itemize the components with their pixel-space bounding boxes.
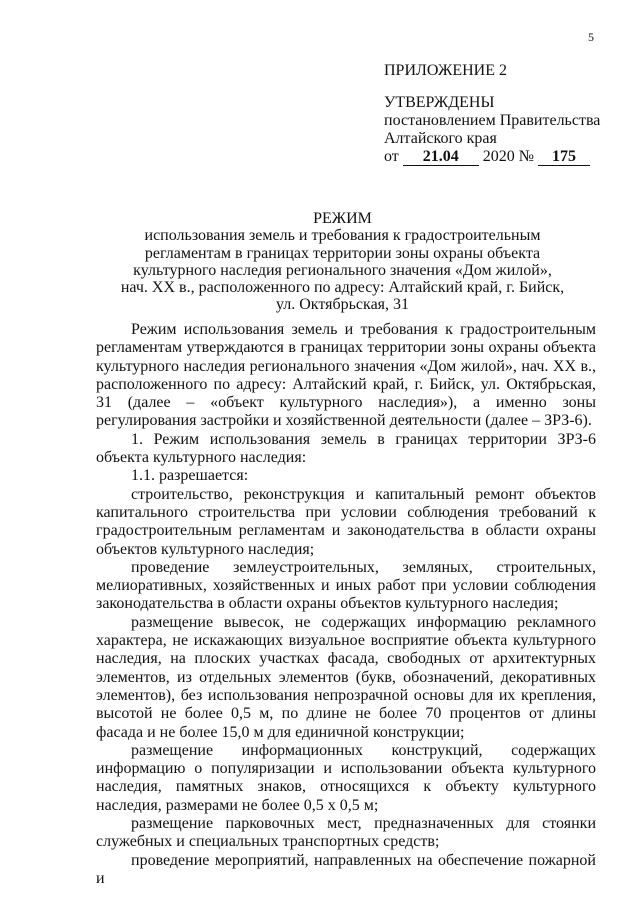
approval-date-line	[384, 148, 624, 166]
body-paragraph: строительство, реконструкция и капитальный ремонт объектов капитального строительства при условии соблюдения требований к градостроительным регламентам и законодательства в области охраны объектов культурного наследия;	[96, 485, 596, 558]
document-heading	[90, 210, 595, 314]
resolution-number: 175	[538, 149, 590, 166]
approval-block	[384, 62, 624, 166]
approval-year: 2020 №	[482, 148, 535, 165]
approval-date: 21.04	[403, 149, 479, 166]
body-paragraph: размещение информационных конструкций, содержащих информацию о популяризации и использовании объекта культурного наследия, памятных знаков, относящихся к объекту культурного наследия, размерами не более 0,5 х 0,5 м;	[96, 741, 596, 814]
body-paragraph: 1.1. разрешается:	[131, 467, 249, 485]
heading-line: культурного наследия регионального значения «Дом жилой»,	[133, 261, 552, 279]
approved-region-line: Алтайского края	[384, 130, 497, 147]
heading-line: ул. Октябрьская, 31	[275, 296, 410, 314]
document-title: РЕЖИМ	[313, 210, 372, 227]
page-number: 5	[588, 30, 594, 44]
approved-label: УТВЕРЖДЕНЫ	[384, 94, 495, 111]
heading-line: нач. ХХ в., расположенного по адресу: Алтайский край, г. Бийск,	[120, 279, 565, 297]
heading-line: использования земель и требования к градостроительным	[144, 227, 541, 245]
body-paragraph: проведение землеустроительных, земляных, строительных, мелиоративных, хозяйственных и иных работ при условии соблюдения законодательства в области охраны объектов культурного наследия;	[96, 558, 596, 613]
appendix-title: ПРИЛОЖЕНИЕ 2	[384, 62, 508, 79]
body-paragraph: размещение вывесок, не содержащих информацию рекламного характера, не искажающих визуальное восприятие объекта культурного наследия, на плоских участках фасада, свободных от архитектурных элементов, из отдельных элементов (букв, обозначений, декоративных элементов), без использования непрозрачной основы для их крепления, высотой не более 0,5 м, по длине не более 70 процентов от длины фасада и не более 15,0 м для единичной конструкции;	[96, 613, 596, 741]
date-prefix: от	[384, 148, 399, 165]
body-paragraph: проведение мероприятий, направленных на обеспечение пожарной и	[96, 851, 596, 887]
body-paragraph: 1. Режим использования земель в границах территории ЗРЗ-6 объекта культурного наследия:	[96, 430, 596, 467]
body-paragraph: размещение парковочных мест, предназначенных для стоянки служебных и специальных транспортных средств;	[96, 815, 596, 851]
document-body	[96, 321, 596, 888]
heading-line: регламентам в границах территории зоны охраны объекта	[144, 244, 541, 262]
body-paragraph: Режим использования земель и требования к градостроительным регламентам утверждаются в границах территории зоны охраны объекта культурного наследия регионального значения «Дом жилой», нач. ХХ в., расположенного по адресу: Алтайский край, г. Бийск, ул. Октябрьская, 31 (далее – «объект культурного наследия»), а именно зоны регулирования застройки и хозяйственной деятельности (далее – ЗРЗ-6).	[96, 321, 596, 430]
approved-by-line: постановлением Правительства	[384, 112, 601, 129]
